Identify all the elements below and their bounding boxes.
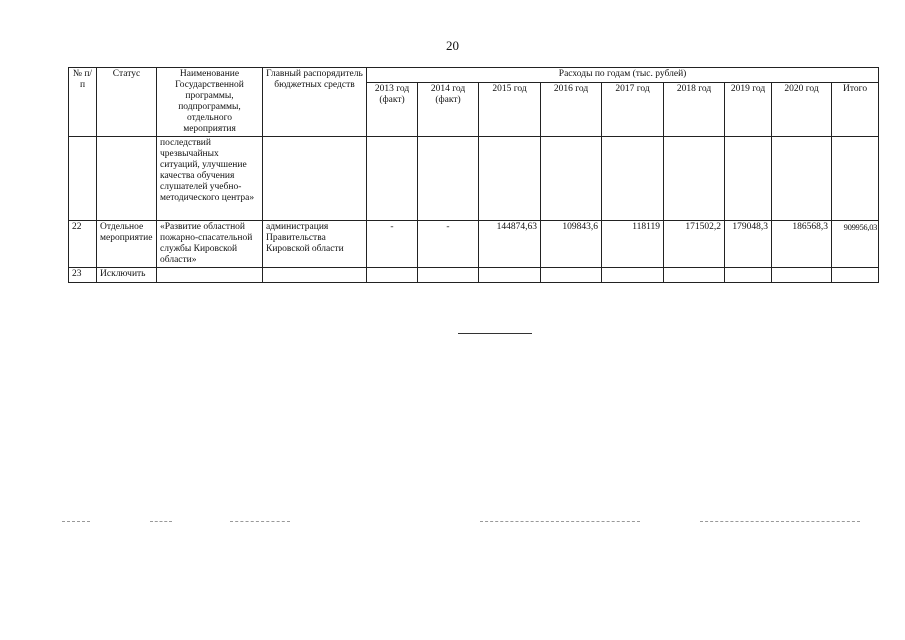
page-number: 20	[446, 38, 459, 53]
scan-artifact	[230, 521, 290, 522]
table-row	[69, 221, 879, 268]
cell-value	[418, 137, 479, 221]
cell-value	[367, 137, 418, 221]
scan-artifact	[150, 521, 172, 522]
header-expenses-group: Расходы по годам (тыс. рублей)	[367, 68, 879, 83]
cell-value	[832, 137, 879, 221]
cell-value	[479, 137, 541, 221]
cell-value: 109843,6	[541, 221, 602, 268]
header-row-top	[69, 68, 879, 83]
cell-value: 179048,3	[725, 221, 772, 268]
cell-num: 22	[69, 221, 97, 268]
scan-artifact	[700, 521, 860, 522]
cell-value	[664, 268, 725, 283]
scan-artifact	[480, 521, 640, 522]
cell-value	[418, 268, 479, 283]
cell-manager	[263, 268, 367, 283]
header-year: 2014 год (факт)	[418, 82, 479, 136]
cell-value	[541, 268, 602, 283]
cell-value	[772, 137, 832, 221]
budget-table	[68, 67, 879, 283]
header-total: Итого	[832, 82, 879, 136]
cell-value: -	[367, 221, 418, 268]
cell-value	[541, 137, 602, 221]
header-year: 2018 год	[664, 82, 725, 136]
scan-artifact	[62, 521, 90, 522]
cell-value	[479, 268, 541, 283]
cell-status: Исключить	[97, 268, 157, 283]
header-year: 2013 год (факт)	[367, 82, 418, 136]
header-year: 2017 год	[602, 82, 664, 136]
cell-value: 171502,2	[664, 221, 725, 268]
cell-manager	[263, 137, 367, 221]
cell-value: -	[418, 221, 479, 268]
table-row	[69, 268, 879, 283]
cell-num: 23	[69, 268, 97, 283]
header-manager: Главный распорядитель бюджетных средств	[263, 68, 367, 137]
cell-num	[69, 137, 97, 221]
separator-line	[458, 333, 532, 334]
cell-value	[772, 268, 832, 283]
header-num: № п/п	[69, 68, 97, 137]
cell-value	[367, 268, 418, 283]
cell-value: 118119	[602, 221, 664, 268]
header-year: 2019 год	[725, 82, 772, 136]
cell-total: 909956,03	[832, 221, 879, 268]
cell-value	[602, 268, 664, 283]
cell-value	[725, 137, 772, 221]
header-name: Наименование Государственной программы, подпрограммы, отдельного мероприятия	[157, 68, 263, 137]
cell-value	[725, 268, 772, 283]
cell-status: Отдельное мероприятие	[97, 221, 157, 268]
cell-manager: администрация Правительства Кировской области	[263, 221, 367, 268]
cell-status	[97, 137, 157, 221]
header-year: 2020 год	[772, 82, 832, 136]
table-row	[69, 137, 879, 221]
header-year: 2015 год	[479, 82, 541, 136]
cell-value: 144874,63	[479, 221, 541, 268]
cell-name: «Развитие областной пожарно-спасательной службы Кировской области»	[157, 221, 263, 268]
cell-value	[664, 137, 725, 221]
cell-value: 186568,3	[772, 221, 832, 268]
cell-value	[832, 268, 879, 283]
cell-name: последствий чрезвычайных ситуаций, улучшение качества обучения слушателей учебно-методического центра»	[157, 137, 263, 221]
header-status: Статус	[97, 68, 157, 137]
cell-value	[602, 137, 664, 221]
cell-name	[157, 268, 263, 283]
header-year: 2016 год	[541, 82, 602, 136]
